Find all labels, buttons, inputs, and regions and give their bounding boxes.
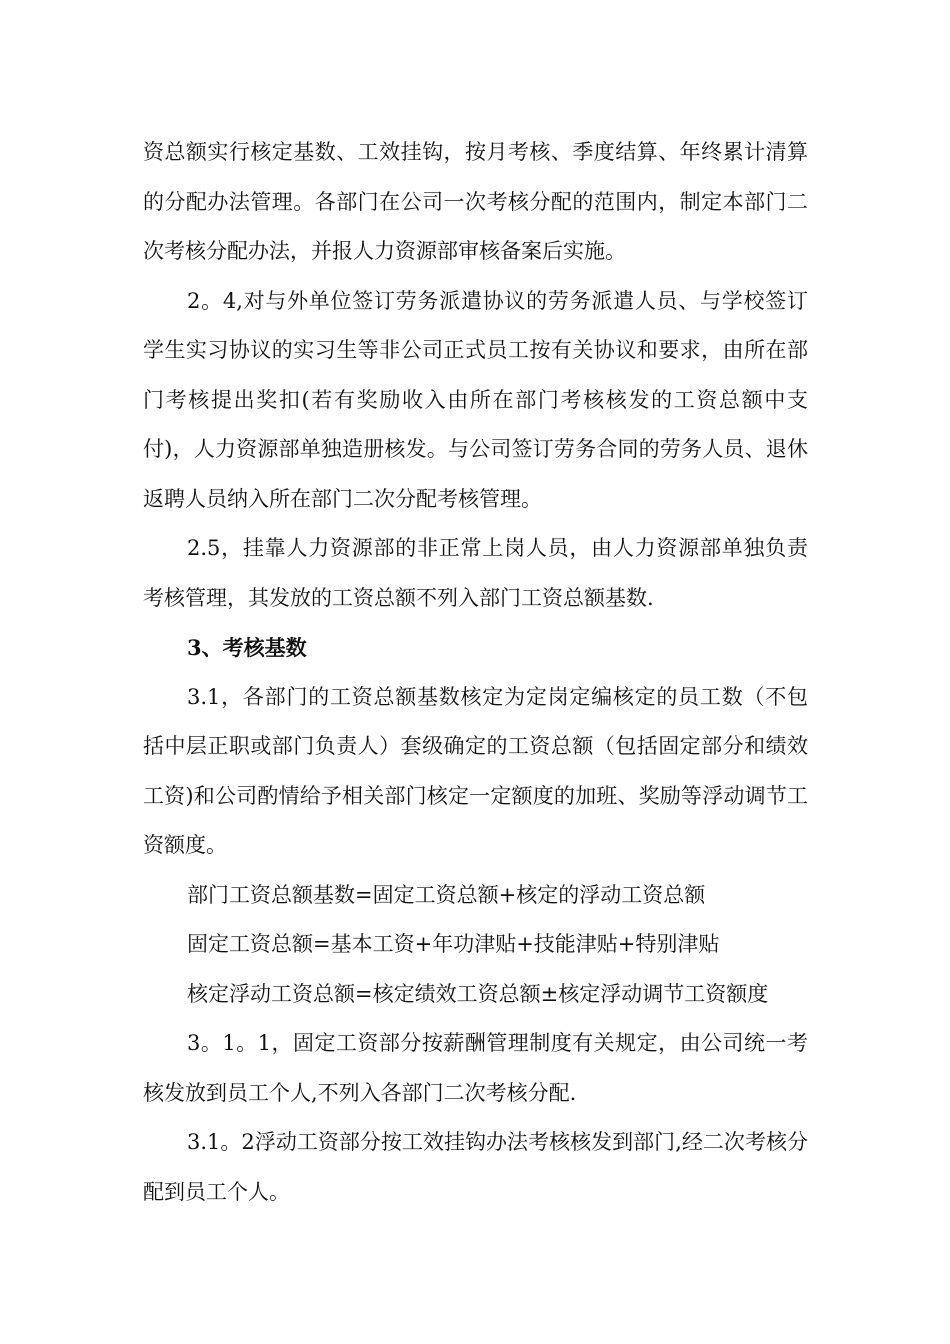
formula-fixed-wage: 固定工资总额=基本工资+年功津贴+技能津贴+特别津贴 (187, 932, 720, 956)
paragraph-2-4: 2。4,对与外单位签订劳务派遣协议的劳务派遣人员、与学校签订学生实习协议的实习生等非公司正式员工按有关协议和要求，由所在部门考核提出奖扣(若有奖励收入由所在部门考核核发的工资总额中支付)，人力资源部单独造册核发。与公司签订劳务合同的劳务人员、退休返聘人员纳入所在部门二次分配考核管理。 (143, 288, 808, 511)
formula-department-base: 部门工资总额基数=固定工资总额+核定的浮动工资总额 (187, 882, 706, 907)
document-page (143, 128, 808, 1217)
paragraph-3-1-1: 3。1。1，固定工资部分按薪酬管理制度有关规定，由公司统一考核发放到员工个人,不列入各部门二次考核分配. (143, 1031, 808, 1105)
section-heading: 3、考核基数 (187, 635, 307, 660)
paragraph-3-1: 3.1，各部门的工资总额基数核定为定岗定编核定的员工数（不包括中层正职或部门负责人）套级确定的工资总额（包括固定部分和绩效工资)和公司酌情给予相关部门核定一定额度的加班、奖励等浮动调节工资额度。 (143, 684, 808, 857)
paragraph-3-1-2: 3.1。2浮动工资部分按工效挂钩办法考核核发到部门,经二次考核分配到员工个人。 (143, 1130, 808, 1204)
formula-floating-wage: 核定浮动工资总额=核定绩效工资总额±核定浮动调节工资额度 (187, 981, 769, 1006)
paragraph-continuation: 资总额实行核定基数、工效挂钩，按月考核、季度结算、年终累计清算的分配办法管理。各部门在公司一次考核分配的范围内，制定本部门二次考核分配办法，并报人力资源部审核备案后实施。 (143, 140, 808, 263)
paragraph-2-5: 2.5，挂靠人力资源部的非正常上岗人员，由人力资源部单独负责考核管理，其发放的工资总额不列入部门工资总额基数. (143, 536, 808, 610)
